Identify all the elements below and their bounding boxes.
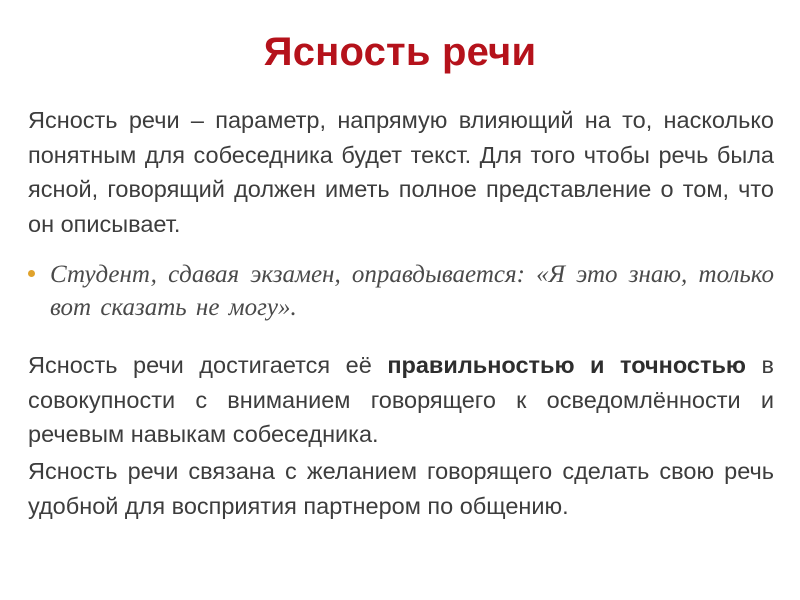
example-quote: Студент, сдавая экзамен, оправдывается: «Я это знаю, только вот сказать не могу». xyxy=(50,261,774,321)
paragraph-achievement-emphasis: правильностью и точностью xyxy=(387,352,746,378)
example-bullet xyxy=(28,258,774,324)
paragraph-achievement-end: в совокупности с вниманием говорящего к осведомлённости и речевым навыкам собеседника. xyxy=(28,352,774,447)
paragraph-definition: Ясность речи – параметр, напрямую влияющий на то, насколько понятным для собеседника будет текст. Для того чтобы речь была ясной, говорящий должен иметь полное представление о том, что он описывает. xyxy=(28,107,774,237)
bullet-dot-icon xyxy=(28,270,35,277)
paragraph-achievement xyxy=(28,348,774,452)
slide-title: Ясность речи xyxy=(263,30,537,74)
paragraph-convenience: Ясность речи связана с желанием говорящего сделать свою речь удобной для восприятия партнером по общению. xyxy=(28,458,774,519)
paragraph-achievement-start: Ясность речи достигается её xyxy=(28,352,388,378)
